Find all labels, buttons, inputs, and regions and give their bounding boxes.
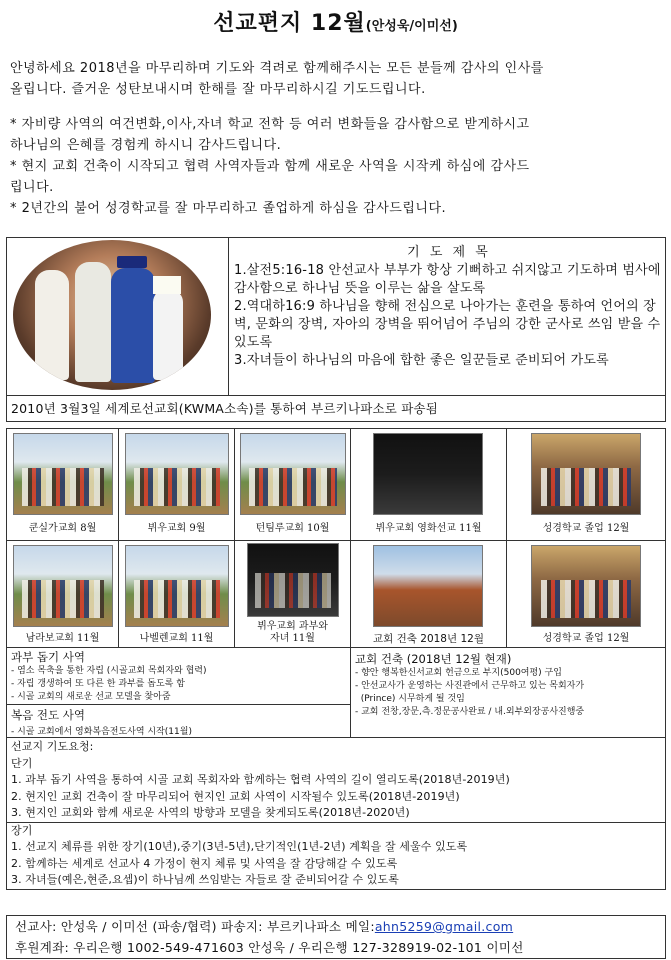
photo-caption: 뷔우교회 과부와 — [257, 621, 328, 632]
section-heading: 복음 전도 사역 — [11, 708, 85, 722]
page-title: 선교편지 12월 — [213, 11, 366, 36]
email-link[interactable]: ahn5259@gmail.com — [374, 919, 514, 934]
photo-cell — [119, 429, 235, 541]
photo-caption: 쿤실가교회 8월 — [28, 523, 97, 534]
photo-cell — [119, 541, 235, 647]
photo-grid — [6, 428, 666, 648]
thanks-line: * 자비량 사역의 여건변화,이사,자녀 학교 전학 등 여러 변화들을 감사함으로 받게하시고 — [10, 117, 530, 132]
photo-cell — [235, 541, 351, 647]
widow-photo — [247, 543, 339, 617]
list-item: - 자립 갱생하여 또 다른 한 과부를 돕도록 함 — [11, 679, 185, 689]
photo-caption: 남라보교회 11월 — [25, 633, 100, 644]
contact-footer — [6, 915, 666, 959]
church-photo — [13, 545, 113, 627]
church-photo — [13, 433, 113, 515]
church-building-photo — [373, 545, 483, 627]
graduation-photo — [531, 545, 641, 627]
movie-night-photo — [373, 433, 483, 515]
request-item: 1. 과부 돕기 사역을 통하여 시골 교회 목회자와 함께하는 협력 사역의 길이 열리도록(2018년-2019년) — [11, 773, 510, 786]
photo-caption: 성경학교 졸업 12월 — [542, 523, 630, 534]
photo-caption: 나벨렌교회 11월 — [139, 633, 214, 644]
church-photo — [125, 433, 229, 515]
list-item: - 향안 행복한신서교회 헌금으로 부지(500여평) 구입 — [355, 668, 562, 678]
request-item: 2. 함께하는 세계로 선교사 4 가정이 현지 체류 및 사역을 잘 감당해갈 수 있도록 — [11, 856, 398, 870]
photo-cell — [7, 429, 119, 541]
church-photo — [240, 433, 346, 515]
widow-ministry — [7, 648, 351, 738]
request-item: 2. 현지인 교회 건축이 잘 마무리되어 현지인 교회 사역이 시작될수 있도록(2018년-2019년) — [11, 789, 460, 803]
request-item: 3. 자녀들(예은,현준,요셉)이 하나님께 쓰임받는 자들로 잘 준비되어갈 수 있도록 — [11, 873, 399, 886]
section-heading: 단기 — [11, 756, 33, 770]
list-item: - 교회 전창,장문,측.정문공사완료 / 내.외부외장공사진행중 — [355, 707, 585, 717]
thanks-line: 립니다. — [10, 180, 54, 195]
section-heading: 교회 건축 (2018년 12월 현재) — [355, 652, 512, 666]
photo-cell — [351, 541, 507, 647]
photo-caption: 자녀 11월 — [270, 633, 315, 644]
list-item: - 시골 교회의 새로운 선교 모델을 찾아줌 — [11, 692, 171, 702]
list-item: (Prince) 시무하게 될 것임 — [355, 694, 465, 704]
ministry-info — [6, 648, 666, 738]
missionary-label: 선교사: 안성욱 / 이미선 (파송/협력) 파송지: 부르키나파소 메일: — [15, 919, 375, 934]
prayer-item: 3.자녀들이 하나님의 마음에 합한 좋은 일꾼들로 준비되어 가도록 — [234, 353, 609, 368]
sent-info: 2010년 3월3일 세계로선교회(KWMA소속)를 통하여 부르키나파소로 파송됨 — [7, 395, 665, 421]
church-photo — [125, 545, 229, 627]
prayer-item: 1.살전5:16-18 안선교사 부부가 항상 기뻐하고 쉬지않고 기도하며 범사에 감사함으로 하나님 뜻을 이루는 삶을 살도록 — [234, 263, 661, 296]
photo-cell — [235, 429, 351, 541]
account-info: 후원계좌: 우리은행 1002-549-471603 안성욱 / 우리은행 127-328919-02-101 이미선 — [15, 940, 524, 955]
greeting-line: 올립니다. 즐거운 성탄보내시며 한해를 잘 마무리하시길 기도드립니다. — [10, 82, 426, 97]
graduation-photo — [531, 433, 641, 515]
prayer-topics — [234, 244, 664, 370]
photo-cell — [507, 541, 665, 647]
thanks-line: * 현지 교회 건축이 시작되고 협력 사역자들과 함께 새로운 사역을 시작케 하심에 감사드 — [10, 159, 530, 174]
thanks-line: 하나님의 은혜를 경험케 하시니 감사드립니다. — [10, 138, 282, 153]
list-item: - 시골 교회에서 영화복음전도사역 시작(11월) — [11, 727, 192, 737]
list-item: - 안선교사가 운영하는 사진관에서 근무하고 있는 목회자가 — [355, 681, 585, 691]
letter-title — [0, 6, 671, 37]
prayer-box — [6, 237, 666, 422]
building-ministry — [351, 648, 665, 738]
prayer-title: 기 도 제 목 — [407, 245, 491, 260]
section-heading: 선교지 기도요청: — [11, 740, 94, 753]
photo-caption: 뷔우교회 영화선교 11월 — [375, 523, 482, 534]
request-item: 3. 현지인 교회와 함께 새로운 사역의 방향과 모델을 찾게되도록(2018년-2020년) — [11, 806, 410, 819]
list-item: - 염소 목축을 통한 자립 (시골교회 목회자와 협력) — [11, 666, 207, 676]
intro-section — [10, 58, 662, 219]
photo-cell — [7, 541, 119, 647]
photo-cell — [507, 429, 665, 541]
photo-caption: 턴팀루교회 10월 — [255, 523, 330, 534]
family-photo — [13, 240, 211, 390]
request-item: 1. 선교지 체류를 위한 장기(10년),중기(3년-5년),단기적인(1년-2년) 계획을 잘 세울수 있도록 — [11, 840, 468, 853]
section-heading: 과부 돕기 사역 — [11, 650, 85, 664]
greeting-line: 안녕하세요 2018년을 마무리하며 기도와 격려로 함께해주시는 모든 분들께 감사의 인사를 — [10, 61, 544, 76]
prayer-requests — [6, 738, 666, 890]
section-heading: 장기 — [11, 823, 33, 837]
photo-caption: 뷔우교회 9월 — [147, 523, 206, 534]
thanks-line: * 2년간의 불어 성경학교를 잘 마무리하고 졸업하게 하심을 감사드립니다. — [10, 201, 447, 216]
family-photo-cell — [7, 238, 229, 395]
missionary-info — [7, 916, 665, 937]
page-subtitle: (안성욱/이미선) — [365, 19, 458, 34]
photo-caption: 교회 건축 2018년 12월 — [373, 633, 484, 645]
photo-caption: 성경학교 졸업 12월 — [542, 633, 630, 644]
photo-cell — [351, 429, 507, 541]
prayer-item: 2.역대하16:9 하나님을 향해 전심으로 나아가는 훈련을 통하여 언어의 장벽, 문화의 장벽, 자아의 장벽을 뛰어넘어 주님의 강한 군사로 쓰임 받을 수 있도록 — [234, 299, 661, 350]
